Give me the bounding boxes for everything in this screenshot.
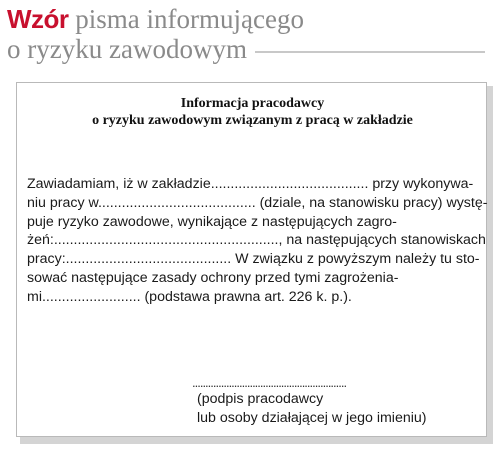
body-line: pracy:.......................................... W związku z powyższym należy tu sto- — [27, 251, 480, 268]
heading-accent: Wzór — [7, 4, 69, 34]
heading-line-1-rest: pisma informującego — [75, 4, 304, 34]
document-subtitle: o ryzyku zawodowym związanym z pracą w zakładzie — [92, 113, 413, 128]
document-body — [27, 175, 488, 307]
article-heading — [7, 4, 487, 64]
signature-line-2: lub osoby działającej w jego imieniu) — [197, 409, 427, 426]
body-line: puje ryzyko zawodowe, wynikające z następujących zagro- — [27, 213, 397, 230]
body-line: mi......................... (podstawa prawna art. 226 k. p.). — [27, 288, 352, 305]
signature-dotted-line: ........................................................... — [192, 375, 347, 390]
body-line: sować następujące zasady ochrony przed tymi zagrożenia- — [27, 269, 399, 286]
heading-line-2 — [7, 34, 487, 64]
body-line: żeń:........................................................., na następujących stanowiskach — [27, 232, 486, 249]
heading-line-1 — [7, 4, 487, 34]
document-card — [16, 82, 487, 437]
heading-line-2-text: o ryzyku zawodowym — [7, 34, 247, 64]
body-line: niu pracy w........................................ (dziale, na stanowisku pracy) wystę- — [27, 194, 488, 211]
body-line: Zawiadamiam, iż w zakładzie........................................ przy wykonywa- — [27, 176, 474, 192]
heading-rule — [255, 51, 485, 53]
document-title: Informacja pracodawcy — [180, 96, 325, 111]
signature-caption — [197, 390, 427, 428]
signature-line-1: (podpis pracodawcy — [197, 391, 324, 407]
